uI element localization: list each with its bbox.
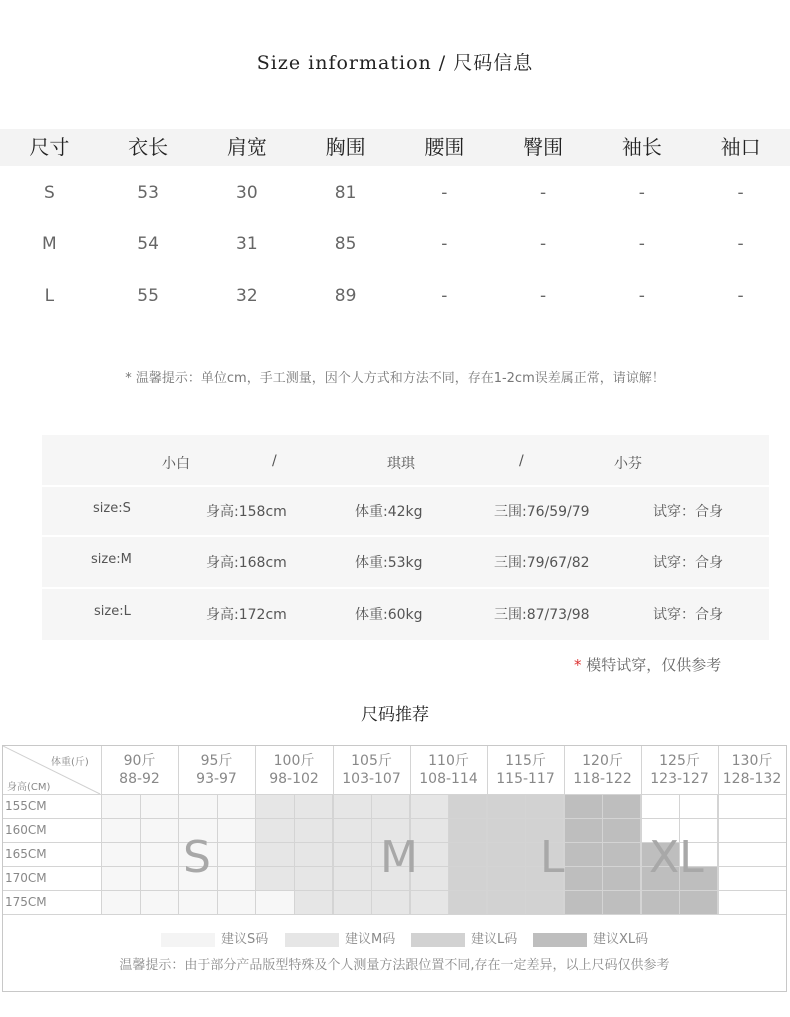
table-cell: L (44, 286, 55, 306)
grid-cell (255, 818, 294, 842)
weight-jin: 105斤 (351, 753, 392, 769)
weight-column-header (410, 746, 487, 794)
grid-cell (294, 818, 333, 842)
model-note (574, 654, 721, 675)
model-size: size:S (93, 501, 131, 516)
grid-cell (140, 794, 179, 818)
divider (42, 485, 769, 487)
table-cell: 30 (236, 183, 258, 203)
table-cell: S (43, 183, 55, 203)
grid-cell (101, 866, 140, 890)
header-waist: 腰围 (424, 135, 465, 159)
legend-label: 建议XL码 (593, 932, 649, 947)
table-cell: - (441, 183, 448, 203)
table-cell: - (737, 234, 744, 254)
asterisk: * (574, 656, 582, 674)
table-cell: 54 (137, 234, 159, 254)
table-cell: - (638, 183, 645, 203)
grid-line (448, 794, 449, 914)
header-sleeve: 袖长 (621, 135, 662, 159)
grid-cell (140, 890, 179, 914)
legend-swatch (161, 933, 215, 947)
table-cell: - (638, 286, 645, 306)
grid-cell (332, 866, 371, 890)
grid-cell (448, 794, 487, 818)
weight-range: 123-127 (650, 771, 709, 787)
grid-cell (101, 890, 140, 914)
recommend-title: 尺码推荐 (361, 705, 429, 725)
table-cell: 53 (137, 183, 159, 203)
model-measurements: 三围:76/59/79 (494, 504, 590, 520)
grid-line (3, 794, 786, 795)
grid-line (101, 746, 102, 914)
height-row-label: 165CM (5, 847, 47, 861)
model-measurements: 三围:87/73/98 (494, 607, 590, 623)
grid-cell (563, 818, 602, 842)
grid-cell (640, 794, 679, 818)
grid-line (333, 746, 334, 914)
grid-cell (602, 794, 641, 818)
weight-range: 128-132 (722, 771, 782, 787)
grid-cell (332, 818, 371, 842)
grid-cell (217, 866, 256, 890)
model-measurements: 三围:79/67/82 (494, 555, 590, 571)
grid-cell (101, 818, 140, 842)
table-cell: 32 (236, 286, 258, 306)
grid-cell (217, 818, 256, 842)
grid-cell (294, 842, 333, 866)
grid-line (371, 794, 372, 914)
model-size: size:M (91, 552, 132, 567)
model-names-row (42, 435, 769, 486)
weight-range: 88-92 (119, 771, 160, 787)
header-length: 衣长 (128, 135, 169, 159)
legend-item-m (285, 928, 395, 947)
weight-axis-label: 体重(斤) (51, 757, 89, 768)
model-row (42, 592, 769, 632)
grid-line (3, 890, 786, 891)
model-fit: 试穿：合身 (653, 555, 723, 571)
grid-line (487, 746, 488, 914)
weight-jin: 95斤 (200, 753, 233, 769)
grid-line (140, 794, 141, 914)
legend-swatch (533, 933, 587, 947)
legend-label: 建议S码 (221, 932, 269, 947)
grid-cell (178, 890, 217, 914)
grid-line (486, 794, 487, 914)
header-bust: 胸围 (325, 135, 366, 159)
model-name: 小白 (162, 456, 190, 472)
model-note-text: 模特试穿，仅供参考 (586, 656, 722, 674)
weight-range: 93-97 (196, 771, 237, 787)
grid-line (717, 794, 718, 914)
legend-label: 建议M码 (345, 932, 396, 947)
grid-cell (409, 890, 448, 914)
height-row-label: 175CM (5, 895, 47, 909)
grid-cell (140, 842, 179, 866)
model-row (42, 540, 769, 580)
weight-jin: 125斤 (659, 753, 700, 769)
header-cuff: 袖口 (720, 135, 761, 159)
grid-cell (409, 794, 448, 818)
model-weight: 体重:60kg (355, 607, 423, 623)
grid-cell (563, 842, 602, 866)
grid-cell (602, 818, 641, 842)
model-size: size:L (94, 604, 131, 619)
weight-range: 108-114 (419, 771, 478, 787)
grid-cell (448, 890, 487, 914)
grid-cell (101, 794, 140, 818)
legend-item-s (161, 928, 268, 947)
weight-jin: 130斤 (731, 753, 773, 769)
grid-cell (486, 794, 525, 818)
header-hip: 臀围 (523, 135, 564, 159)
weight-jin: 100斤 (273, 753, 315, 769)
grid-line (718, 746, 719, 914)
weight-column-header (564, 746, 641, 794)
table-cell: M (42, 234, 57, 254)
grid-cell (525, 890, 564, 914)
grid-cell (486, 842, 525, 866)
legend-swatch (285, 933, 339, 947)
table-cell: 81 (334, 183, 357, 203)
grid-cell (332, 842, 371, 866)
table-cell: - (441, 234, 448, 254)
grid-cell (563, 866, 602, 890)
weight-jin: 120斤 (582, 753, 623, 769)
weight-column-header (255, 746, 333, 794)
weight-jin: 90斤 (123, 753, 156, 769)
grid-cell (448, 818, 487, 842)
grid-line (525, 794, 526, 914)
weight-jin: 110斤 (428, 753, 469, 769)
grid-cell (640, 890, 679, 914)
table-row (0, 183, 790, 203)
grid-cell (178, 794, 217, 818)
page-title: Size information / 尺码信息 (256, 52, 534, 74)
model-row (42, 489, 769, 529)
model-height: 身高:168cm (206, 555, 287, 571)
table-row (0, 234, 790, 254)
grid-cell (255, 866, 294, 890)
table-cell: - (540, 286, 547, 306)
weight-column-header (641, 746, 718, 794)
model-height: 身高:172cm (206, 607, 287, 623)
separator: / (272, 453, 277, 469)
header-size: 尺寸 (29, 135, 70, 159)
height-row-label: 155CM (5, 799, 47, 813)
model-weight: 体重:42kg (355, 504, 423, 520)
grid-cell (486, 866, 525, 890)
grid-cell (255, 842, 294, 866)
separator: / (519, 453, 524, 469)
grid-cell (679, 890, 718, 914)
grid-cell (332, 890, 371, 914)
grid-cell (217, 794, 256, 818)
grid-line (641, 746, 642, 914)
size-label-xl: XL (649, 832, 704, 883)
model-fitting-table (42, 435, 769, 640)
recommend-note: 温馨提示：由于部分产品版型特殊及个人测量方法跟位置不同,存在一定差异，以上尺码仅供参考 (119, 958, 670, 973)
model-weight: 体重:53kg (355, 555, 423, 571)
table-cell: - (737, 183, 744, 203)
grid-cell (101, 842, 140, 866)
grid-cell (140, 866, 179, 890)
divider (42, 535, 769, 537)
weight-range: 118-122 (573, 771, 632, 787)
table-cell: - (441, 286, 448, 306)
table-cell: 55 (137, 286, 159, 306)
table-row (0, 286, 790, 306)
grid-cell (255, 890, 294, 914)
grid-cell (371, 794, 410, 818)
grid-line (217, 794, 218, 914)
model-name: 小芬 (614, 456, 642, 472)
legend-item-l (411, 928, 517, 947)
size-label-l: L (540, 832, 565, 883)
grid-cell (448, 842, 487, 866)
header-shoulder: 肩宽 (226, 135, 267, 159)
weight-column-header (718, 746, 786, 794)
weight-column-header (178, 746, 255, 794)
measurement-note: * 温馨提示：单位cm，手工测量，因个人方式和方法不同，存在1-2cm误差属正常，请谅解！ (125, 371, 665, 386)
weight-column-header (101, 746, 178, 794)
divider (42, 587, 769, 589)
grid-cell (294, 890, 333, 914)
grid-cell (255, 794, 294, 818)
weight-range: 98-102 (269, 771, 319, 787)
grid-line (332, 794, 333, 914)
grid-cell (525, 794, 564, 818)
weight-jin: 115斤 (505, 753, 546, 769)
size-label-m: M (380, 832, 418, 883)
model-fit: 试穿：合身 (653, 607, 723, 623)
grid-line (602, 794, 603, 914)
grid-line (564, 746, 565, 914)
weight-range: 103-107 (342, 771, 401, 787)
grid-cell (294, 794, 333, 818)
weight-range: 115-117 (496, 771, 555, 787)
grid-line (640, 794, 641, 914)
size-label-s: S (183, 832, 211, 883)
weight-column-header (333, 746, 410, 794)
grid-cell (602, 866, 641, 890)
grid-line (294, 794, 295, 914)
grid-cell (602, 890, 641, 914)
height-row-label: 160CM (5, 823, 47, 837)
table-cell: 31 (236, 234, 258, 254)
table-cell: - (540, 234, 547, 254)
grid-line (178, 794, 179, 914)
legend-swatch (411, 933, 465, 947)
grid-cell (486, 818, 525, 842)
model-height: 身高:158cm (206, 504, 287, 520)
legend-label: 建议L码 (471, 932, 518, 947)
table-cell: 89 (334, 286, 357, 306)
table-cell: - (638, 234, 645, 254)
grid-cell (371, 890, 410, 914)
grid-cell (486, 890, 525, 914)
grid-line (255, 794, 256, 914)
model-name: 琪琪 (387, 456, 415, 472)
grid-line (410, 746, 411, 914)
grid-cell (679, 794, 718, 818)
height-axis-label: 身高(CM) (7, 782, 51, 793)
height-row-label: 170CM (5, 871, 47, 885)
grid-line (3, 818, 786, 819)
grid-cell (217, 890, 256, 914)
model-fit: 试穿：合身 (653, 504, 723, 520)
grid-cell (332, 794, 371, 818)
grid-cell (563, 890, 602, 914)
grid-cell (602, 842, 641, 866)
table-cell: 85 (334, 234, 357, 254)
size-table-header (0, 129, 790, 166)
grid-cell (448, 866, 487, 890)
divider (3, 914, 786, 915)
size-recommendation-chart (2, 745, 787, 992)
grid-cell (217, 842, 256, 866)
grid-cell (563, 794, 602, 818)
grid-cell (294, 866, 333, 890)
weight-column-header (487, 746, 564, 794)
table-cell: - (540, 183, 547, 203)
legend-item-xl (533, 928, 648, 947)
table-cell: - (737, 286, 744, 306)
grid-cell (140, 818, 179, 842)
